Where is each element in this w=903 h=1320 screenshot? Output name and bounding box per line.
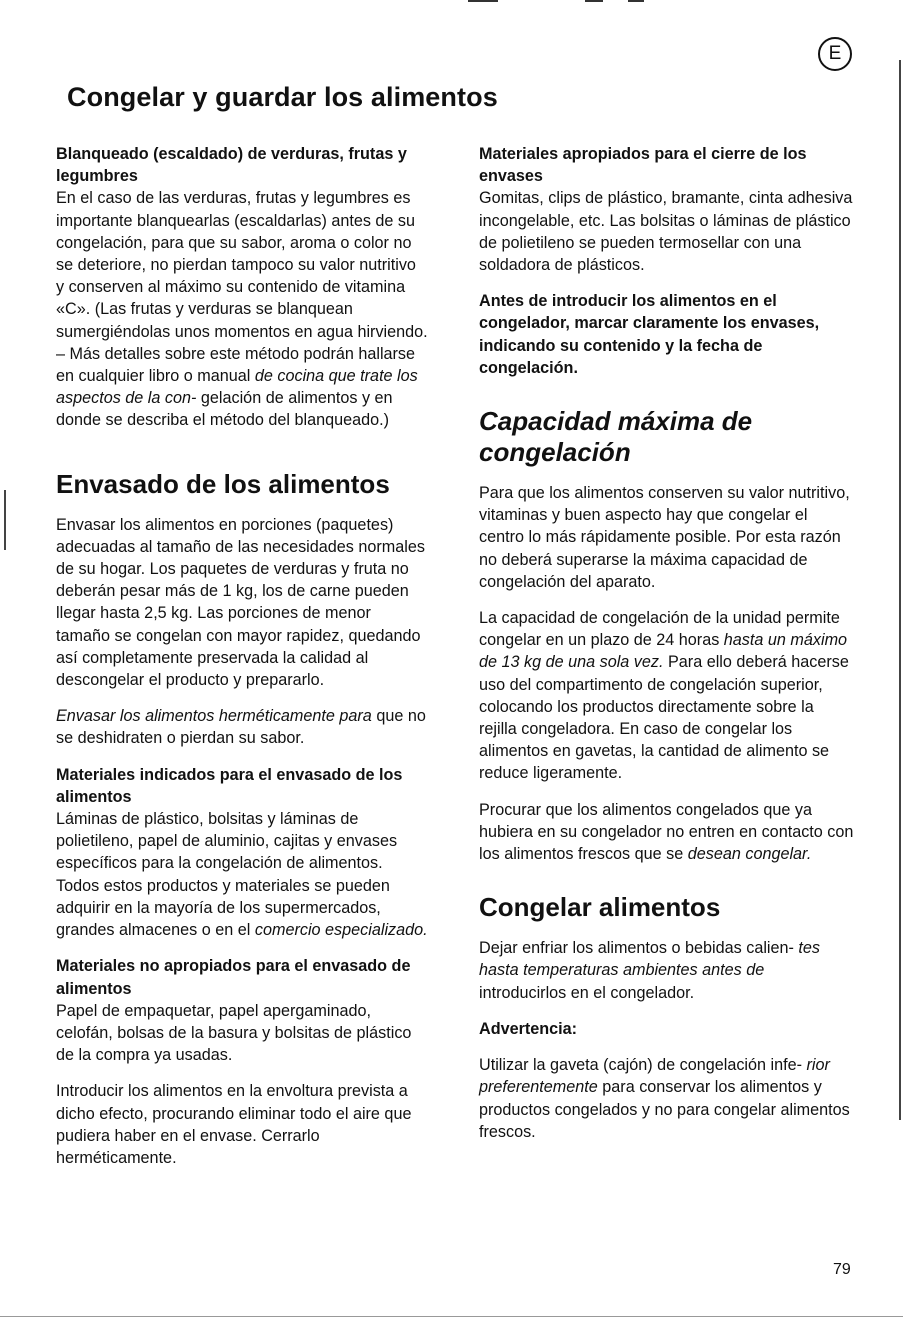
blanqueado-text: En el caso de las verduras, frutas y legumbres es importante blanquearlas (escaldarlas) antes de su congelación, para que su sabor, aroma o color no se deteriore, no pierdan tampoco su valor nutritivo y conserven al máximo su contenido de vitamina «C». (Las frutas y verduras se blanquean sumergiéndolas unos momentos en agua hirviendo. – Más detalles sobre este método podrán hallarse en cualquier libro o manual [56, 189, 428, 386]
cierre-paragraph: Gomitas, clips de plástico, bramante, cinta adhesiva incongelable, etc. Las bolsitas o láminas de plástico de polietileno se pueden termosellar con una soldadora de plásticos. [479, 189, 853, 275]
indicados-text: Láminas de plástico, bolsitas y láminas de polietileno, papel de aluminio, cajitas y envases específicos para la congelación de alimentos. Todos estos productos y materiales se pueden adquirir en la mayoría de los supermercados, grandes almacenes o en el [56, 810, 398, 940]
capacidad-title: Capacidad máxima de congelación [479, 406, 753, 468]
marcar-heading: Antes de introducir los alimentos en el congelador, marcar claramente los envases, indicando su contenido y la fecha de congelación. [479, 292, 820, 377]
language-badge: E [818, 37, 852, 71]
page-title: Congelar y guardar los alimentos [67, 82, 498, 112]
indicados-heading: Materiales indicados para el envasado de los alimentos [56, 765, 403, 806]
congelar-title: Congelar alimentos [479, 892, 721, 923]
congelar-paragraph [479, 937, 854, 1004]
advertencia-text-italic: rior preferentemente [479, 1056, 830, 1097]
page-number: 79 [833, 1261, 851, 1278]
capacidad-text2-b: Para ello deberá hacerse uso del compartimento de congelación superior, colocando los productos directamente sobre la rejilla congeladora. En caso de congelar los alimentos en gavetas, la cantidad de alimento se reduce ligeramente. [479, 653, 849, 783]
advertencia-text-a: Utilizar la gaveta (cajón) de congelación infe- [479, 1056, 803, 1075]
capacidad-text2-a: La capacidad de congelación de la unidad permite congelar en un plazo de 24 horas [479, 609, 840, 650]
congelar-text: Dejar enfriar los alimentos o bebidas calien- [479, 939, 794, 958]
no-apropiados-heading: Materiales no apropiados para el envasado de alimentos [56, 957, 411, 998]
blanqueado-paragraph [56, 187, 428, 431]
envasado-italic-end: que no se deshidraten o pierdan su sabor. [56, 707, 426, 748]
capacidad-paragraph-2 [479, 607, 854, 785]
advertencia-text-b: para conservar los alimentos y productos congelados y no para congelar alimentos frescos. [479, 1078, 850, 1141]
blanqueado-text-end: gelación de alimentos y en donde se describa el método del blanqueado.) [56, 389, 393, 430]
envasado-italic: Envasar los alimentos herméticamente para [56, 707, 372, 726]
capacidad-text3-italic: desean congelar. [687, 845, 812, 864]
right-column [479, 143, 854, 1143]
capacidad-text3: Procurar que los alimentos congelados que ya hubiera en su congelador no entren en contacto con los alimentos frescos que se [479, 800, 854, 864]
indicados-italic: comercio especializado. [254, 921, 428, 940]
scan-mark [585, 0, 603, 2]
scan-edge-line [4, 490, 6, 550]
blanqueado-heading: Blanqueado (escaldado) de verduras, frutas y legumbres [56, 145, 407, 186]
scan-mark [628, 0, 644, 2]
no-apropiados-paragraph: Papel de empaquetar, papel apergaminado, celofán, bolsas de la basura y bolsitas de plástico de la compra ya usadas. [56, 1001, 412, 1065]
envasado-hermetico-paragraph [56, 705, 428, 749]
capacidad-paragraph-1: Para que los alimentos conserven su valor nutritivo, vitaminas y buen aspecto hay que congelar el centro lo más rápidamente posible. Por esta razón no deberá superarse la máxima capacidad de congelación del aparato. [479, 484, 850, 591]
envasado-title: Envasado de los alimentos [56, 468, 390, 499]
cierre-heading: Materiales apropiados para el cierre de los envases [479, 145, 807, 186]
introducir-paragraph: Introducir los alimentos en la envoltura prevista a dicho efecto, procurando eliminar todo el aire que pudiera haber en el envase. Cerrarlo herméticamente. [56, 1082, 412, 1167]
blanqueado-text-italic: de cocina que trate los aspectos de la con- [56, 367, 418, 408]
envasado-paragraph: Envasar los alimentos en porciones (paquetes) adecuadas al tamaño de las necesidades normales de su hogar. Los paquetes de verduras y fruta no deberán pesar más de 1 kg, los de carne pueden llegar hasta 2,5 kg. Las porciones de menor tamaño se congelan con mayor rapidez, quedando así completamente preservada la calidad al descongelar el producto y prepararlo. [56, 515, 425, 690]
capacidad-text2-italic: hasta un máximo de 13 kg de una sola vez. [479, 631, 848, 672]
capacidad-paragraph-3 [479, 799, 854, 866]
congelar-text-italic: tes hasta temperaturas ambientes antes de [479, 939, 821, 980]
bottom-rule [0, 1316, 903, 1317]
congelar-text-end: introducirlos en el congelador. [479, 983, 695, 1002]
scan-mark [468, 0, 498, 2]
scan-edge-line [899, 60, 901, 1120]
advertencia-heading: Advertencia: [479, 1019, 578, 1038]
left-column [56, 143, 428, 1169]
advertencia-paragraph [479, 1054, 854, 1143]
indicados-paragraph [56, 808, 428, 941]
